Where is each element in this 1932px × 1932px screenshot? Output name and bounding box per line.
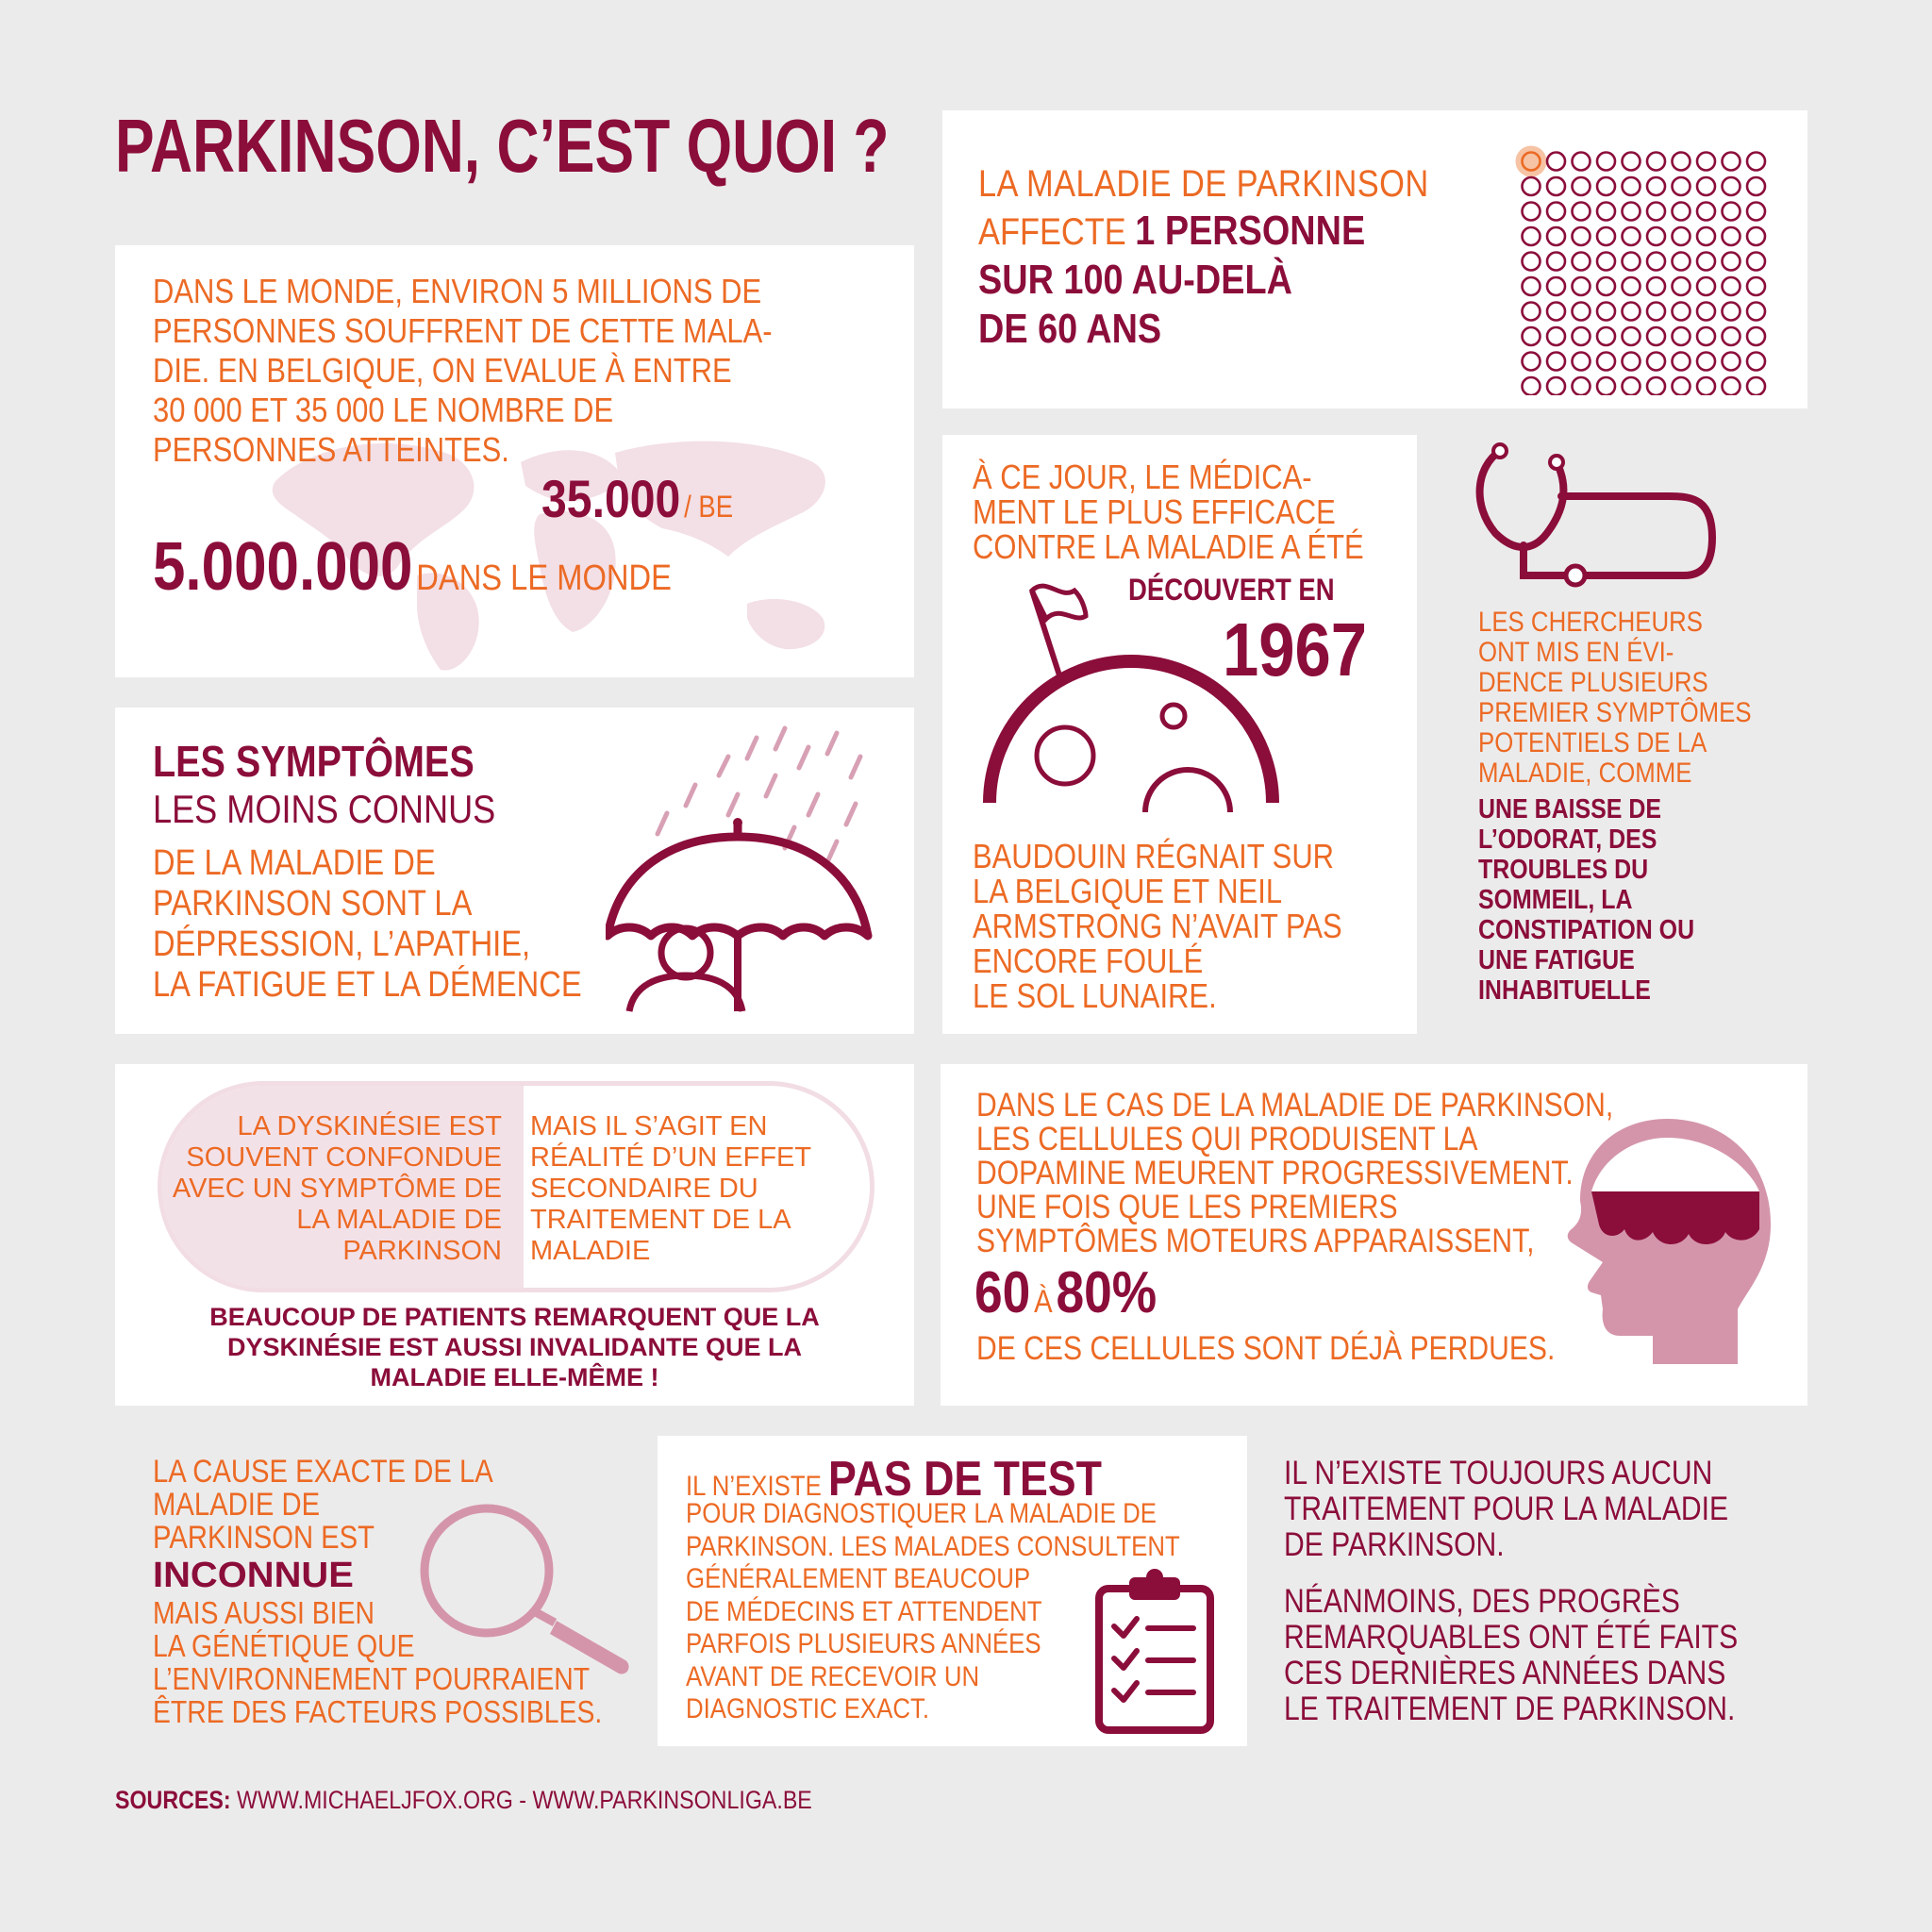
world-text [153,272,773,470]
sources-label: SOURCES: [115,1786,231,1814]
dot [1647,377,1665,395]
dot [1673,203,1690,221]
dyskinesia-right-line: MALADIE [530,1236,651,1266]
dot [1673,253,1690,271]
dot [1747,377,1765,395]
dopamine-pct [974,1262,1157,1340]
dot [1747,303,1765,321]
dot [1647,227,1665,245]
pct-a: À [1034,1284,1053,1320]
dot [1647,327,1665,345]
treatment-line: NÉANMOINS, DES PROGRÈS [1284,1583,1680,1620]
dyskinesia-bottom [115,1302,914,1392]
world-number: 5.000.000 [153,529,413,605]
dot [1723,253,1740,271]
researchers-line: DENCE PLUSIEURS [1478,667,1708,698]
dopamine-tail: DE CES CELLULES SONT DÉJÀ PERDUES. [976,1330,1556,1367]
cause-emphasis: INCONNUE [153,1556,354,1595]
dot [1597,277,1615,295]
dot [1647,277,1665,295]
dot [1747,327,1765,345]
dot [1597,177,1615,195]
dot [1523,353,1541,371]
dot [1723,327,1740,345]
symptoms-line: LA FATIGUE ET LA DÉMENCE [153,965,582,1005]
researchers-line: POTENTIELS DE LA [1478,727,1707,758]
dot [1523,303,1541,321]
symptoms-line: DÉPRESSION, L’APATHIE, [153,924,531,964]
test-line: DIAGNOSTIC EXACT. [686,1693,930,1724]
dopamine-line: SYMPTÔMES MOTEURS APPARAISSENT, [976,1223,1535,1259]
researchers-bold-line: TROUBLES DU [1478,855,1649,885]
world-label: DANS LE MONDE [416,558,672,598]
dyskinesia-left-line: AVEC UN SYMPTÔME DE [172,1174,502,1204]
dot [1747,253,1765,271]
dopamine-text [976,1089,1613,1258]
researchers-line: MALADIE, COMME [1478,758,1692,789]
medicine-card [942,435,1417,1034]
dot [1673,227,1690,245]
dyskinesia-right-line: RÉALITÉ D’UN EFFET [530,1142,812,1173]
medicine-line: À CE JOUR, LE MÉDICA- [973,458,1312,496]
dot [1547,353,1565,371]
symptoms-text [153,843,582,1006]
dyskinesia-right [530,1111,811,1267]
dot [1573,353,1591,371]
history-line: BAUDOUIN RÉGNAIT SUR [973,837,1335,875]
treatment-line: LE TRAITEMENT DE PARKINSON. [1284,1690,1736,1727]
dot [1573,153,1591,171]
world-stat [153,528,672,625]
dot [1647,177,1665,195]
dot [1597,153,1615,171]
dot [1747,277,1765,295]
dot [1647,253,1665,271]
dot [1547,277,1565,295]
dot [1523,277,1541,295]
prevalence-line2 [978,208,1365,255]
dot [1747,353,1765,371]
dot [1673,303,1690,321]
dot [1697,227,1715,245]
researchers-bold-line: UNE FATIGUE [1478,945,1635,975]
dot-highlighted [1523,153,1541,171]
researchers-bold-line: INHABITUELLE [1478,975,1651,1006]
dot [1673,377,1690,395]
dot [1647,203,1665,221]
dot [1573,377,1591,395]
dot [1597,253,1615,271]
test-line: PARFOIS PLUSIEURS ANNÉES [686,1628,1041,1659]
dot [1723,303,1740,321]
world-line: 30 000 ET 35 000 LE NOMBRE DE [153,391,614,429]
symptoms-subheading: LES MOINS CONNUS [153,787,496,831]
history-line: LA BELGIQUE ET NEIL [973,872,1283,910]
treatment-text-2 [1284,1584,1738,1727]
dot-grid-icon [1508,122,1773,395]
dot [1673,277,1690,295]
dot [1573,203,1591,221]
symptoms-card [115,708,914,1034]
dot [1547,377,1565,395]
treatment-text [1284,1456,1728,1563]
dot [1523,203,1541,221]
dot [1547,203,1565,221]
stethoscope-icon [1467,434,1731,594]
test-line: GÉNÉRALEMENT BEAUCOUP [686,1563,1031,1594]
treatment-line: IL N’EXISTE TOUJOURS AUCUN [1284,1455,1713,1491]
dot [1697,253,1715,271]
symptoms-line: DE LA MALADIE DE [153,843,436,883]
clipboard-icon [1093,1568,1216,1736]
dot [1623,277,1641,295]
medicine-history [973,839,1342,1013]
dot [1597,303,1615,321]
test-emphasis: PAS DE TEST [828,1452,1102,1507]
researchers-text [1478,608,1752,789]
dot [1747,177,1765,195]
dot [1597,353,1615,371]
dyskinesia-right-line: TRAITEMENT DE LA [530,1205,791,1235]
dopamine-line: LES CELLULES QUI PRODUISENT LA [976,1121,1478,1158]
world-line: PERSONNES ATTEINTES. [153,430,509,469]
dot [1723,153,1740,171]
dopamine-line: UNE FOIS QUE LES PREMIERS [976,1189,1398,1225]
symptoms-line: PARKINSON SONT LA [153,884,473,924]
prevalence-line4: DE 60 ANS [978,306,1162,352]
test-line: PARKINSON. LES MALADES CONSULTENT [686,1530,1180,1562]
treatment-line: REMARQUABLES ONT ÉTÉ FAITS [1284,1619,1739,1656]
dot [1747,227,1765,245]
sources [115,1785,812,1815]
dyskinesia-left-line: LA MALADIE DE [296,1205,502,1235]
head-brain-icon [1554,1111,1780,1366]
cause-tail-line: MAIS AUSSI BIEN [153,1595,375,1630]
dot [1573,227,1591,245]
be-number: 35.000 [541,469,681,528]
dot [1697,377,1715,395]
dot [1573,327,1591,345]
dot [1673,153,1690,171]
medicine-text [973,459,1364,564]
researchers-bold-line: SOMMEIL, LA [1478,885,1633,915]
dopamine-line: DANS LE CAS DE LA MALADIE DE PARKINSON, [976,1087,1614,1124]
dot [1523,227,1541,245]
dot [1647,353,1665,371]
dot [1573,177,1591,195]
treatment-line: DE PARKINSON. [1284,1526,1505,1563]
dot [1597,377,1615,395]
prevalence-affecte: AFFECTE [978,211,1136,253]
cause-tail-line: L’ENVIRONNEMENT POURRAIENT [153,1661,591,1696]
dot [1547,327,1565,345]
be-label: / BE [684,490,734,524]
dot [1573,277,1591,295]
pct-to: 80% [1056,1260,1158,1325]
dot [1547,303,1565,321]
dot [1623,227,1641,245]
medicine-line: CONTRE LA MALADIE A ÉTÉ [973,527,1364,566]
dot [1673,327,1690,345]
dot [1623,353,1641,371]
dyskinesia-left [115,1111,502,1267]
researchers-line: ONT MIS EN ÉVI- [1478,637,1674,668]
test-line: AVANT DE RECEVOIR UN [686,1660,980,1692]
dot [1697,153,1715,171]
dot [1623,153,1641,171]
researchers-line: LES CHERCHEURS [1478,607,1703,638]
researchers-bold-line: L’ODORAT, DES [1478,824,1657,855]
dot [1647,303,1665,321]
dopamine-line: DOPAMINE MEURENT PROGRESSIVEMENT. [976,1155,1574,1191]
pct-from: 60 [974,1260,1031,1325]
dot [1697,203,1715,221]
dopamine-card [941,1064,1807,1406]
dyskinesia-bottom-line: DYSKINÉSIE EST AUSSI INVALIDANTE QUE LA [226,1333,803,1361]
medicine-line: MENT LE PLUS EFFICACE [973,492,1336,531]
dyskinesia-bottom-line: MALADIE ELLE-MÊME ! [370,1363,659,1391]
page-title: PARKINSON, C’EST QUOI ? [115,104,890,188]
dot [1723,203,1740,221]
dyskinesia-left-line: LA DYSKINÉSIE EST [237,1111,502,1141]
dot [1723,177,1740,195]
world-card [115,245,914,677]
researchers-line: PREMIER SYMPTÔMES [1478,697,1752,728]
dot [1547,177,1565,195]
dot [1673,177,1690,195]
dot [1723,277,1740,295]
cause-tail-line: ÊTRE DES FACTEURS POSSIBLES. [153,1694,603,1729]
magnifier-icon [413,1500,640,1679]
dot [1573,303,1591,321]
treatment-line: CES DERNIÈRES ANNÉES DANS [1284,1655,1726,1691]
researchers-bold-line: CONSTIPATION OU [1478,915,1695,945]
dot [1747,203,1765,221]
prevalence-ratio: 1 PERSONNE [1135,208,1366,254]
dyskinesia-bottom-line: BEAUCOUP DE PATIENTS REMARQUENT QUE LA [209,1303,820,1331]
test-card [658,1436,1247,1746]
cause-line: PARKINSON EST [153,1520,375,1556]
dot [1573,253,1591,271]
researchers-bold-line: UNE BAISSE DE [1478,794,1662,824]
dyskinesia-left-line: PARKINSON [342,1236,502,1266]
dot [1623,177,1641,195]
dot [1673,353,1690,371]
cause-line: LA CAUSE EXACTE DE LA [153,1454,493,1490]
cause-tail-line: LA GÉNÉTIQUE QUE [153,1628,415,1663]
medicine-discovered: DÉCOUVERT EN [1128,573,1335,607]
prevalence-line1: LA MALADIE DE PARKINSON [978,163,1429,205]
dot [1523,377,1541,395]
test-line: POUR DIAGNOSTIQUER LA MALADIE DE [686,1498,1157,1529]
dot [1547,227,1565,245]
dyskinesia-right-line: SECONDAIRE DU [530,1174,758,1204]
world-line: PERSONNES SOUFFRENT DE CETTE MALA- [153,311,773,350]
prevalence-line3: SUR 100 AU-DELÀ [978,257,1292,303]
history-line: LE SOL LUNAIRE. [973,976,1217,1015]
dot [1723,353,1740,371]
researchers-bold [1478,794,1694,1006]
dot [1547,253,1565,271]
dot [1723,227,1740,245]
dot [1647,153,1665,171]
dyskinesia-right-line: MAIS IL S’AGIT EN [530,1111,768,1141]
dot [1623,303,1641,321]
symptoms-heading: LES SYMPTÔMES [153,737,475,786]
dot [1597,327,1615,345]
dot [1697,177,1715,195]
cause-line: MALADIE DE [153,1487,321,1523]
dot [1597,227,1615,245]
world-line: DIE. EN BELGIQUE, ON EVALUE À ENTRE [153,351,732,390]
history-line: ARMSTRONG N’AVAIT PAS [973,907,1342,945]
dot [1697,327,1715,345]
dot [1523,177,1541,195]
dot [1697,303,1715,321]
moon-flag-icon [980,576,1282,812]
dyskinesia-card [115,1064,914,1406]
dot [1747,153,1765,171]
dot [1597,203,1615,221]
prevalence-card [942,110,1807,408]
test-line: DE MÉDECINS ET ATTENDENT [686,1595,1042,1627]
dot [1547,153,1565,171]
dot [1723,377,1740,395]
dot [1523,253,1541,271]
world-line: DANS LE MONDE, ENVIRON 5 MILLIONS DE [153,272,762,310]
sources-links: WWW.MICHAELJFOX.ORG - WWW.PARKINSONLIGA.BE [237,1786,812,1814]
dot [1623,203,1641,221]
umbrella-icon [606,719,889,1021]
test-lead: IL N’EXISTE [686,1471,829,1502]
dot [1623,377,1641,395]
dot [1623,327,1641,345]
dot [1697,353,1715,371]
treatment-line: TRAITEMENT POUR LA MALADIE [1284,1491,1729,1527]
dyskinesia-left-line: SOUVENT CONFONDUE [186,1142,502,1173]
dot [1697,277,1715,295]
medicine-year: 1967 [1223,608,1368,691]
dot [1523,327,1541,345]
dot [1623,253,1641,271]
history-line: ENCORE FOULÉ [973,941,1204,980]
